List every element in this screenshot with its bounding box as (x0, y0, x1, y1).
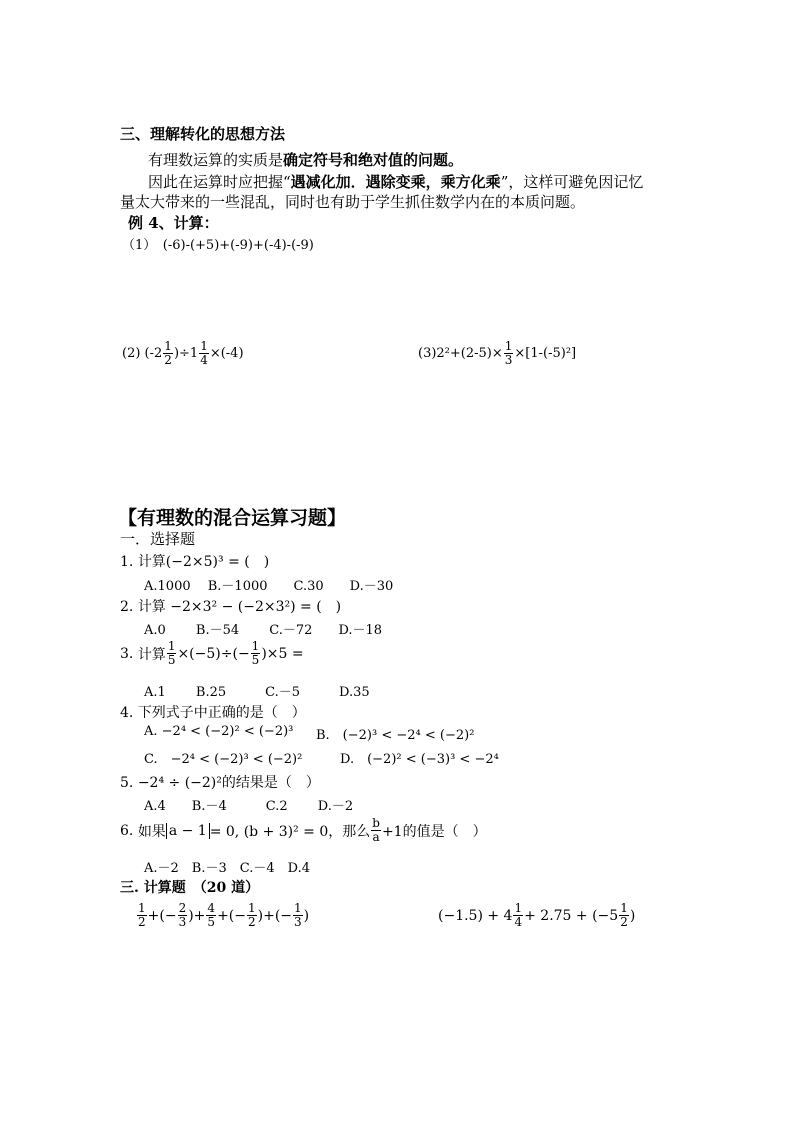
calc1-frac-c (206, 902, 216, 929)
abs-value-expression: a − 1 (166, 823, 210, 839)
part3-title: 三. 计算题 （20 道） (120, 880, 260, 896)
q2-f2-num: 1 (200, 339, 208, 353)
ex6-f-den: a (372, 830, 380, 844)
calc2-a-den: 4 (514, 915, 523, 929)
calc2-tail: ) (629, 907, 636, 924)
q3-tail: ×[1-(-5)²] (514, 346, 577, 361)
exercise-6-options: A.－2 B.－3 C.－4 D.4 (144, 861, 310, 876)
exercise-4-option-c: C. −2⁴ < (−2)³ < (−2)² (144, 752, 303, 767)
calc-expression-1 (136, 902, 309, 929)
ex3-f2-den: 5 (251, 653, 260, 667)
calc2-frac-b (619, 902, 629, 929)
q2-tail: ×(-4) (209, 346, 244, 361)
exercise-4-text: 下列式子中正确的是（ ） (137, 705, 306, 721)
calc1-c-den: 5 (207, 915, 216, 929)
paragraph-line-2 (148, 171, 643, 192)
exercise-6-num: 6. (120, 822, 134, 839)
example-label: 例 4、计算： (128, 214, 219, 232)
exercise-2 (120, 596, 341, 616)
calc1-e-num: 1 (294, 901, 302, 915)
exercise-5-options: A.4 B.－4 C.2 D.－2 (144, 799, 354, 814)
calc2-frac-a (513, 902, 523, 929)
calc2-lead: (−1.5) + 4 (438, 907, 513, 924)
p1-bold: 确定符号和绝对值的问题。 (283, 151, 464, 169)
calc1-e-den: 3 (294, 915, 302, 929)
exercise-4-num: 4. (120, 705, 134, 721)
calc1-c-num: 4 (207, 901, 216, 915)
exercise-4-option-b: B. (−2)³ < −2⁴ < (−2)² (316, 728, 475, 743)
part1-title: 一．选择题 (120, 530, 196, 548)
p2-text-a: 因此在运算时应把握“ (148, 173, 291, 191)
exercise-3-post: )×5 = (261, 645, 304, 662)
q2-mid: )÷1 (173, 346, 199, 361)
calc1-op1: +(− (147, 907, 177, 924)
q3-f-den: 3 (504, 353, 513, 367)
q3-lead: (3)2²+(2-5)× (418, 346, 503, 361)
exercise-6 (120, 817, 487, 844)
calc2-b-num: 1 (620, 901, 628, 915)
exercise-6-post: +1的值是（ ） (381, 823, 487, 840)
exercise-3-fraction-2 (251, 640, 261, 667)
exercise-3-fraction-1 (167, 640, 177, 667)
calc1-frac-a (137, 902, 147, 929)
calc1-a-num: 1 (138, 901, 146, 915)
question-2 (122, 340, 244, 367)
exercise-2-text: 计算 −2×3² − (−2×3²) = ( ) (137, 599, 342, 615)
exercise-3-options: A.1 B.25 C.－5 D.35 (144, 685, 370, 700)
exercise-2-num: 2. (120, 599, 134, 615)
calc1-op5: ) (303, 907, 310, 924)
exercise-4 (120, 702, 306, 722)
exercise-3-pre: 计算 (137, 646, 166, 663)
q2-f1-num: 1 (164, 339, 172, 353)
ex3-f1-num: 1 (167, 639, 176, 653)
calc1-d-num: 1 (248, 901, 256, 915)
q2-f1-den: 2 (164, 353, 172, 367)
q2-fraction-2 (199, 340, 209, 367)
p2-text-c: ”，这样可避免因记忆 (500, 173, 644, 191)
q2-f2-den: 4 (200, 353, 208, 367)
exercise-1-num: 1. (120, 554, 134, 570)
ex3-f1-den: 5 (167, 653, 176, 667)
calc1-op3: +(− (217, 907, 246, 924)
q3-f-num: 1 (504, 339, 513, 353)
calc1-d-den: 2 (248, 915, 256, 929)
exercise-6-mid: = 0, (b + 3)² = 0，那么 (209, 823, 371, 840)
exercise-3-mid: ×(−5)÷(− (177, 645, 250, 662)
calc2-b-den: 2 (620, 915, 628, 929)
exercise-2-options: A.0 B.－54 C.－72 D.－18 (144, 623, 383, 638)
exercise-3 (120, 640, 304, 667)
exercise-3-num: 3. (120, 645, 134, 662)
exercise-6-fraction (371, 817, 381, 844)
exercise-5 (120, 772, 320, 792)
exercise-4-option-a: A. −2⁴ < (−2)² < (−2)³ (144, 724, 294, 739)
q2-fraction-1 (163, 340, 173, 367)
exercise-1-text: 计算(−2×5)³ = ( ) (137, 554, 270, 570)
p1-text: 有理数运算的实质是 (148, 151, 284, 169)
exercise-4-option-d: D. (−2)² < (−3)³ < −2⁴ (340, 752, 499, 767)
calc1-a-den: 2 (138, 915, 146, 929)
paragraph-line-3: 量太大带来的一些混乱，同时也有助于学生抓住数学内在的本质问题。 (120, 193, 586, 211)
calc1-b-den: 3 (178, 915, 187, 929)
exercise-5-num: 5. (120, 775, 134, 791)
q2-lead: (2) (-2 (122, 346, 163, 361)
question-3 (418, 340, 576, 367)
exercise-6-pre: 如果 (137, 823, 166, 840)
ex6-f-num: b (372, 816, 380, 830)
exercise-1-options: A.1000 B.－1000 C.30 D.－30 (144, 579, 394, 594)
exercise-1 (120, 551, 269, 571)
calc1-frac-e (293, 902, 303, 929)
calc1-op2: )+ (188, 907, 206, 924)
q3-fraction (504, 340, 514, 367)
calc1-frac-b (178, 902, 188, 929)
calc2-mid: + 2.75 + (−5 (524, 907, 619, 924)
question-1: （1） (-6)-(+5)+(-9)+(-4)-(-9) (122, 238, 314, 253)
calc1-op4: )+(− (257, 907, 293, 924)
calc2-a-num: 1 (514, 901, 523, 915)
p2-bold: 遇减化加．遇除变乘，乘方化乘 (290, 173, 501, 191)
calc1-b-num: 2 (178, 901, 187, 915)
ex3-f2-num: 1 (251, 639, 260, 653)
calc1-frac-d (247, 902, 257, 929)
exercise-5-text: −2⁴ ÷ (−2)²的结果是（ ） (137, 775, 320, 791)
paragraph-line-1 (148, 149, 463, 170)
exercises-title: 【有理数的混合运算习题】 (118, 507, 347, 529)
calc-expression-2 (438, 902, 635, 929)
section-title: 三、理解转化的思想方法 (120, 125, 286, 143)
